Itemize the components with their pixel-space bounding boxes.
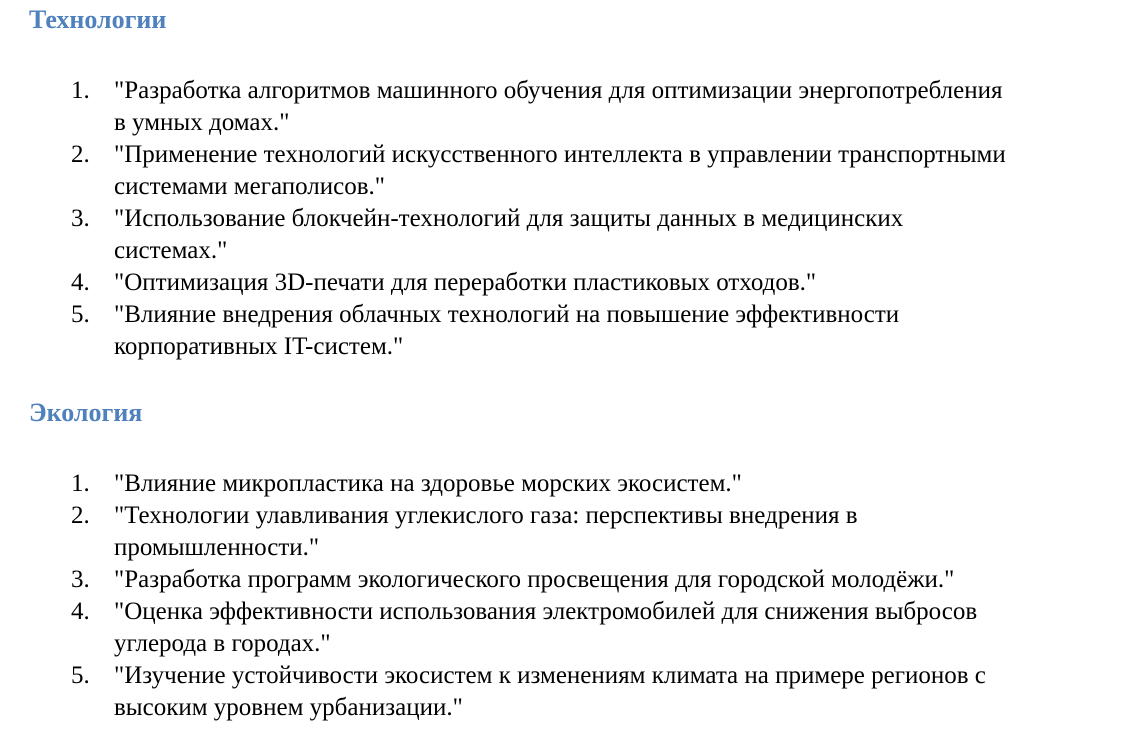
list-item-text: "Влияние внедрения облачных технологий на повышение эффективности xyxy=(114,301,900,328)
list-item-text: "Оптимизация 3D-печати для переработки пластиковых отходов." xyxy=(114,269,817,296)
list-item-number: 5. xyxy=(71,301,90,328)
list-item-number: 2. xyxy=(71,502,90,529)
list-item xyxy=(0,468,1120,500)
section-heading-ecology: Экология xyxy=(29,398,143,427)
list-item-number: 5. xyxy=(71,662,90,689)
list-item-number: 4. xyxy=(71,598,90,625)
list-item-text: промышленности." xyxy=(114,534,320,561)
list-item-text: "Разработка программ экологического просвещения для городской молодёжи." xyxy=(114,566,955,593)
list-item xyxy=(0,660,1120,724)
list-item xyxy=(0,500,1120,564)
list-item-number: 3. xyxy=(71,566,90,593)
list-item-text: корпоративных IT-систем." xyxy=(114,333,404,360)
list-item-number: 4. xyxy=(71,269,90,296)
list-item-text: "Разработка алгоритмов машинного обучения для оптимизации энергопотребления xyxy=(114,77,1003,104)
list-item-text: в умных домах." xyxy=(114,109,290,136)
list-item-number: 3. xyxy=(71,205,90,232)
list-item xyxy=(0,596,1120,660)
list-item-number: 1. xyxy=(71,470,90,497)
list-item xyxy=(0,267,1120,299)
list-item-number: 1. xyxy=(71,77,90,104)
list-item-text: "Оценка эффективности использования электромобилей для снижения выбросов xyxy=(114,598,978,625)
list-item xyxy=(0,299,1120,363)
list-item xyxy=(0,564,1120,596)
list-item-text: "Использование блокчейн-технологий для защиты данных в медицинских xyxy=(114,205,904,232)
list-item-text: углерода в городах." xyxy=(114,630,331,657)
list-item-text: "Влияние микропластика на здоровье морских экосистем." xyxy=(114,470,742,497)
list-item-text: системах." xyxy=(114,237,228,264)
list-item xyxy=(0,203,1120,267)
section-heading-technologies: Технологии xyxy=(29,5,167,34)
list-item xyxy=(0,75,1120,139)
list-item-text: "Изучение устойчивости экосистем к изменениям климата на примере регионов с xyxy=(114,662,986,689)
topic-list-ecology xyxy=(0,468,1120,724)
topic-list-technologies xyxy=(0,75,1120,363)
list-item-text: "Применение технологий искусственного интеллекта в управлении транспортными xyxy=(114,141,1006,168)
list-item-text: высоким уровнем урбанизации." xyxy=(114,694,463,721)
list-item-text: системами мегаполисов." xyxy=(114,173,385,200)
list-item-text: "Технологии улавливания углекислого газа: перспективы внедрения в xyxy=(114,502,858,529)
list-item xyxy=(0,139,1120,203)
list-item-number: 2. xyxy=(71,141,90,168)
